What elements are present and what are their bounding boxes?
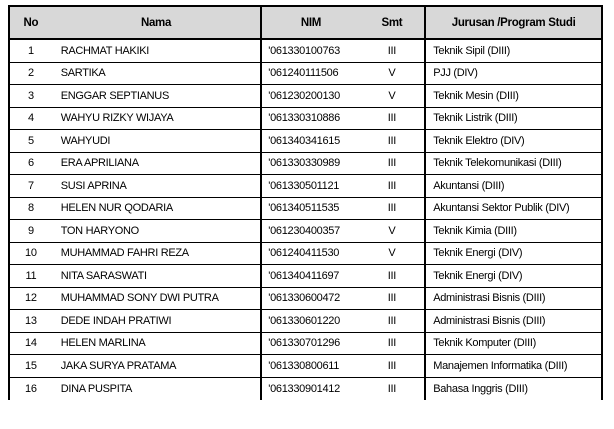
table-row xyxy=(10,108,601,131)
cell-no: 7 xyxy=(27,179,34,192)
cell-nim: '061330501121 xyxy=(260,175,359,197)
column-header-smt: Smt xyxy=(381,16,403,29)
column-header-no: No xyxy=(23,16,39,29)
cell-nim: '061340411697 xyxy=(260,265,359,287)
cell-no: 13 xyxy=(25,314,37,327)
cell-nama: JAKA SURYA PRATAMA xyxy=(60,359,177,372)
cell-no: 8 xyxy=(27,202,34,215)
cell-smt: V xyxy=(388,247,396,260)
cell-jurusan: Bahasa Inggris (DIII) xyxy=(424,378,601,401)
cell-jurusan: Teknik Energi (DIV) xyxy=(424,265,601,287)
cell-smt: III xyxy=(387,44,397,57)
cell-jurusan: Akuntansi (DIII) xyxy=(424,175,601,197)
cell-no: 1 xyxy=(27,44,34,57)
cell-smt: III xyxy=(387,292,397,305)
cell-smt: III xyxy=(387,157,397,170)
cell-smt: V xyxy=(388,224,396,237)
cell-nama: NITA SARASWATI xyxy=(60,269,147,282)
cell-smt: III xyxy=(387,314,397,327)
cell-no: 2 xyxy=(27,67,34,80)
cell-smt: III xyxy=(387,382,397,395)
cell-no: 15 xyxy=(25,359,37,372)
cell-jurusan: Administrasi Bisnis (DIII) xyxy=(424,310,601,332)
table-row xyxy=(10,310,601,333)
cell-jurusan: Teknik Komputer (DIII) xyxy=(424,333,601,355)
cell-jurusan: Teknik Elektro (DIV) xyxy=(424,130,601,152)
cell-nama: SUSI APRINA xyxy=(60,179,127,192)
cell-jurusan: Teknik Telekomunikasi (DIII) xyxy=(424,153,601,175)
cell-smt: III xyxy=(387,359,397,372)
cell-nim: '061330100763 xyxy=(260,40,359,62)
cell-no: 5 xyxy=(27,134,34,147)
cell-jurusan: Teknik Listrik (DIII) xyxy=(424,108,601,130)
cell-nim: '061330901412 xyxy=(260,378,359,401)
cell-smt: III xyxy=(387,202,397,215)
cell-no: 10 xyxy=(25,247,37,260)
cell-jurusan: PJJ (DIV) xyxy=(424,63,601,85)
cell-jurusan: Manajemen Informatika (DIII) xyxy=(424,355,601,377)
cell-nama: ENGGAR SEPTIANUS xyxy=(60,89,169,102)
cell-jurusan: Teknik Mesin (DIII) xyxy=(424,85,601,107)
cell-nama: HELEN MARLINA xyxy=(60,337,146,350)
cell-no: 11 xyxy=(25,269,37,282)
cell-jurusan: Teknik Sipil (DIII) xyxy=(424,40,601,62)
table-row xyxy=(10,40,601,63)
table-row xyxy=(10,355,601,378)
column-header-nama: Nama xyxy=(140,16,172,29)
cell-no: 9 xyxy=(27,224,34,237)
cell-nama: WAHYUDI xyxy=(60,134,111,147)
cell-no: 6 xyxy=(27,157,34,170)
table-body xyxy=(10,40,601,400)
cell-smt: III xyxy=(387,337,397,350)
cell-nama: DEDE INDAH PRATIWI xyxy=(60,314,172,327)
cell-nim: '061230200130 xyxy=(260,85,359,107)
cell-jurusan: Teknik Energi (DIV) xyxy=(424,243,601,265)
cell-nim: '061340341615 xyxy=(260,130,359,152)
table-row xyxy=(10,288,601,311)
cell-smt: V xyxy=(388,89,396,102)
cell-nim: '061230400357 xyxy=(260,220,359,242)
cell-nama: MUHAMMAD FAHRI REZA xyxy=(60,247,189,260)
table-row xyxy=(10,153,601,176)
cell-smt: III xyxy=(387,112,397,125)
table-row xyxy=(10,378,601,401)
cell-no: 4 xyxy=(27,112,34,125)
cell-no: 12 xyxy=(25,292,37,305)
cell-nim: '061330330989 xyxy=(260,153,359,175)
cell-nama: WAHYU RIZKY WIJAYA xyxy=(60,112,174,125)
cell-nim: '061240111506 xyxy=(260,63,359,85)
cell-smt: III xyxy=(387,179,397,192)
table-row xyxy=(10,130,601,153)
cell-nama: DINA PUSPITA xyxy=(60,382,133,395)
cell-nama: SARTIKA xyxy=(60,67,106,80)
cell-nama: MUHAMMAD SONY DWI PUTRA xyxy=(60,292,219,305)
cell-jurusan: Administrasi Bisnis (DIII) xyxy=(424,288,601,310)
table-row xyxy=(10,265,601,288)
column-header-nim: NIM xyxy=(260,7,359,38)
cell-nim: '061330800611 xyxy=(260,355,359,377)
cell-nama: RACHMAT HAKIKI xyxy=(60,44,149,57)
cell-nim: '061330310886 xyxy=(260,108,359,130)
cell-nim: '061330701296 xyxy=(260,333,359,355)
column-header-jurusan: Jurusan /Program Studi xyxy=(424,7,601,38)
table-row xyxy=(10,63,601,86)
table-row xyxy=(10,175,601,198)
cell-jurusan: Akuntansi Sektor Publik (DIV) xyxy=(424,198,601,220)
cell-no: 16 xyxy=(25,382,37,395)
table-row xyxy=(10,85,601,108)
cell-no: 3 xyxy=(27,89,34,102)
cell-nama: HELEN NUR QODARIA xyxy=(60,202,173,215)
cell-nim: '061340511535 xyxy=(260,198,359,220)
cell-nim: '061240411530 xyxy=(260,243,359,265)
table-row xyxy=(10,220,601,243)
table-row xyxy=(10,243,601,266)
table-header-row xyxy=(10,7,601,40)
cell-nama: TON HARYONO xyxy=(60,224,139,237)
cell-nim: '061330600472 xyxy=(260,288,359,310)
cell-smt: III xyxy=(387,269,397,282)
cell-smt: V xyxy=(388,67,396,80)
cell-nim: '061330601220 xyxy=(260,310,359,332)
cell-nama: ERA APRILIANA xyxy=(60,157,139,170)
cell-jurusan: Teknik Kimia (DIII) xyxy=(424,220,601,242)
cell-no: 14 xyxy=(25,337,37,350)
table-row xyxy=(10,333,601,356)
student-table xyxy=(8,5,603,400)
cell-smt: III xyxy=(387,134,397,147)
table-row xyxy=(10,198,601,221)
